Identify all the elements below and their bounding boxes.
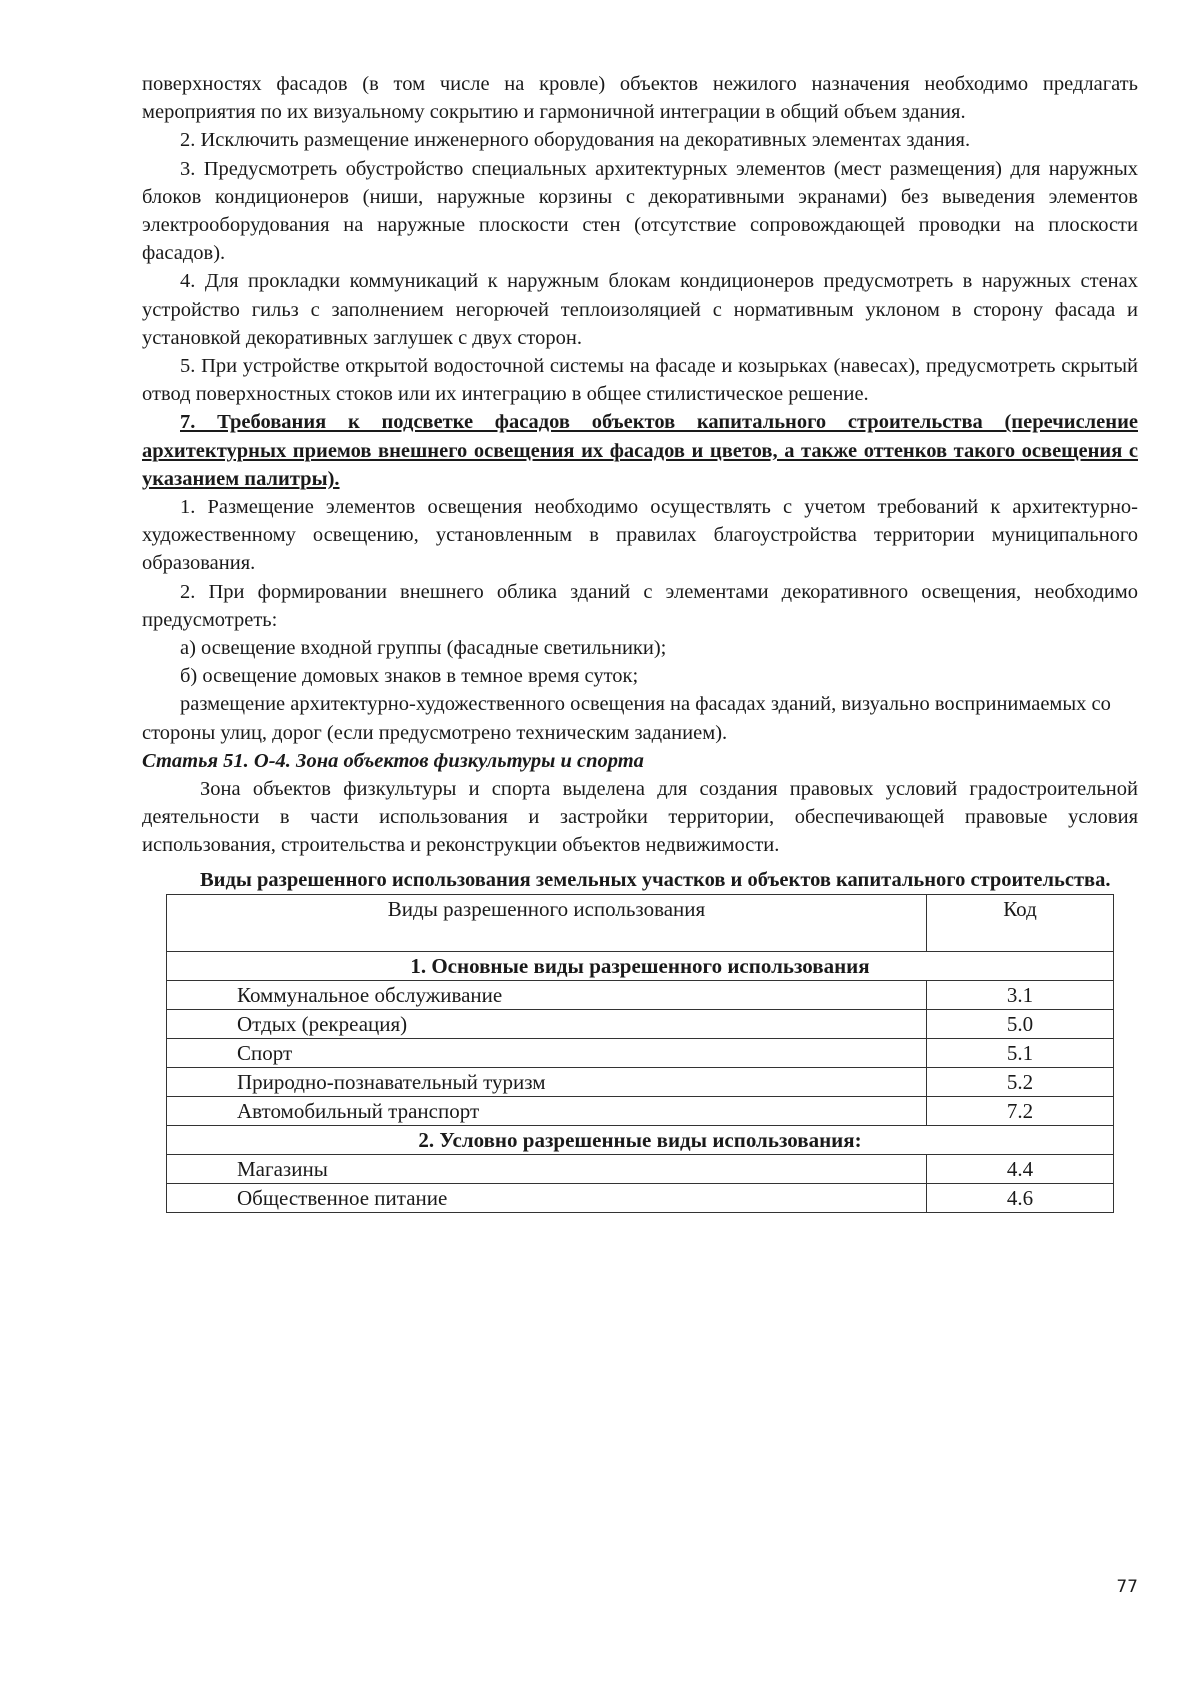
use-code: 5.0 — [927, 1009, 1114, 1038]
use-name: Магазины — [167, 1154, 927, 1183]
use-name: Общественное питание — [167, 1183, 927, 1212]
use-code: 5.2 — [927, 1067, 1114, 1096]
paragraph-item-2: 2. Исключить размещение инженерного оборудования на декоративных элементах здания. — [180, 129, 971, 152]
table-row — [167, 1096, 1114, 1125]
table-row — [167, 1038, 1114, 1067]
table-row — [167, 1154, 1114, 1183]
use-name: Отдых (рекреация) — [167, 1009, 927, 1038]
section-7-item-c: размещение архитектурно-художественного освещения на фасадах зданий, визуально воспринимаемых со стороны улиц, дорог (если предусмотрено техническим заданием). — [142, 693, 1111, 744]
use-code: 3.1 — [927, 980, 1114, 1009]
table-row — [167, 1183, 1114, 1212]
paragraph-item-3: 3. Предусмотреть обустройство специальных архитектурных элементов (мест размещения) для наружных блоков кондиционеров (ниши, наружные корзины с декоративными экранами) без выведения элементов электрооборудования на наружные плоскости стен (отсутствие сопровождающей проводки на плоскости фасадов). — [142, 157, 1138, 265]
use-code: 7.2 — [927, 1096, 1114, 1125]
column-header-code: Код — [927, 894, 1114, 951]
table-section-row — [167, 1125, 1114, 1154]
use-code: 4.6 — [927, 1183, 1114, 1212]
table-row — [167, 1067, 1114, 1096]
document-page — [142, 70, 1138, 1213]
paragraph-intro: поверхностях фасадов (в том числе на кровле) объектов нежилого назначения необходимо предлагать мероприятия по их визуальному сокрытию и гармоничной интеграции в общий объем здания. — [142, 73, 1138, 124]
article-text: Зона объектов физкультуры и спорта выделена для создания правовых условий градостроительной деятельности в части использования и застройки территории, обеспечивающей правовые условия использования, строительства и реконструкции объектов недвижимости. — [142, 778, 1138, 857]
section-7-item-1: 1. Размещение элементов освещения необходимо осуществлять с учетом требований к архитектурно-художественному освещению, установленным в правилах благоустройства территории муниципального образования. — [142, 496, 1138, 575]
table-header-row — [167, 894, 1114, 951]
use-name: Спорт — [167, 1038, 927, 1067]
table-caption: Виды разрешенного использования земельных участков и объектов капитального строительства. — [200, 868, 1111, 891]
land-use-table — [166, 894, 1114, 1213]
section-1-title: 1. Основные виды разрешенного использования — [167, 951, 1114, 980]
table-row — [167, 980, 1114, 1009]
use-name: Коммунальное обслуживание — [167, 980, 927, 1009]
paragraph-item-5: 5. При устройстве открытой водосточной системы на фасаде и козырьках (навесах), предусмотреть скрытый отвод поверхностных стоков или их интеграцию в общее стилистическое решение. — [142, 355, 1138, 406]
section-7-heading: 7. Требования к подсветке фасадов объектов капитального строительства (перечисление архитектурных приемов внешнего освещения их фасадов и цветов, а также оттенков такого освещения с указанием палитры). — [142, 411, 1138, 490]
section-7-item-2: 2. При формировании внешнего облика зданий с элементами декоративного освещения, необходимо предусмотреть: — [142, 580, 1138, 631]
use-name: Автомобильный транспорт — [167, 1096, 927, 1125]
use-name: Природно-познавательный туризм — [167, 1067, 927, 1096]
use-code: 4.4 — [927, 1154, 1114, 1183]
table-row — [167, 1009, 1114, 1038]
section-2-title: 2. Условно разрешенные виды использования: — [167, 1125, 1114, 1154]
column-header-name: Виды разрешенного использования — [167, 894, 927, 951]
table-section-row — [167, 951, 1114, 980]
section-7-item-b: б) освещение домовых знаков в темное время суток; — [180, 665, 639, 688]
article-heading: Статья 51. О-4. Зона объектов физкультуры и спорта — [142, 749, 644, 772]
paragraph-item-4: 4. Для прокладки коммуникаций к наружным блокам кондиционеров предусмотреть в наружных стенах устройство гильз с заполнением негорючей теплоизоляцией с нормативным уклоном в сторону фасада и установкой декоративных заглушек с двух сторон. — [142, 270, 1138, 349]
use-code: 5.1 — [927, 1038, 1114, 1067]
page-number: 77 — [1116, 1577, 1138, 1597]
section-7-item-a: а) освещение входной группы (фасадные светильники); — [180, 637, 667, 660]
